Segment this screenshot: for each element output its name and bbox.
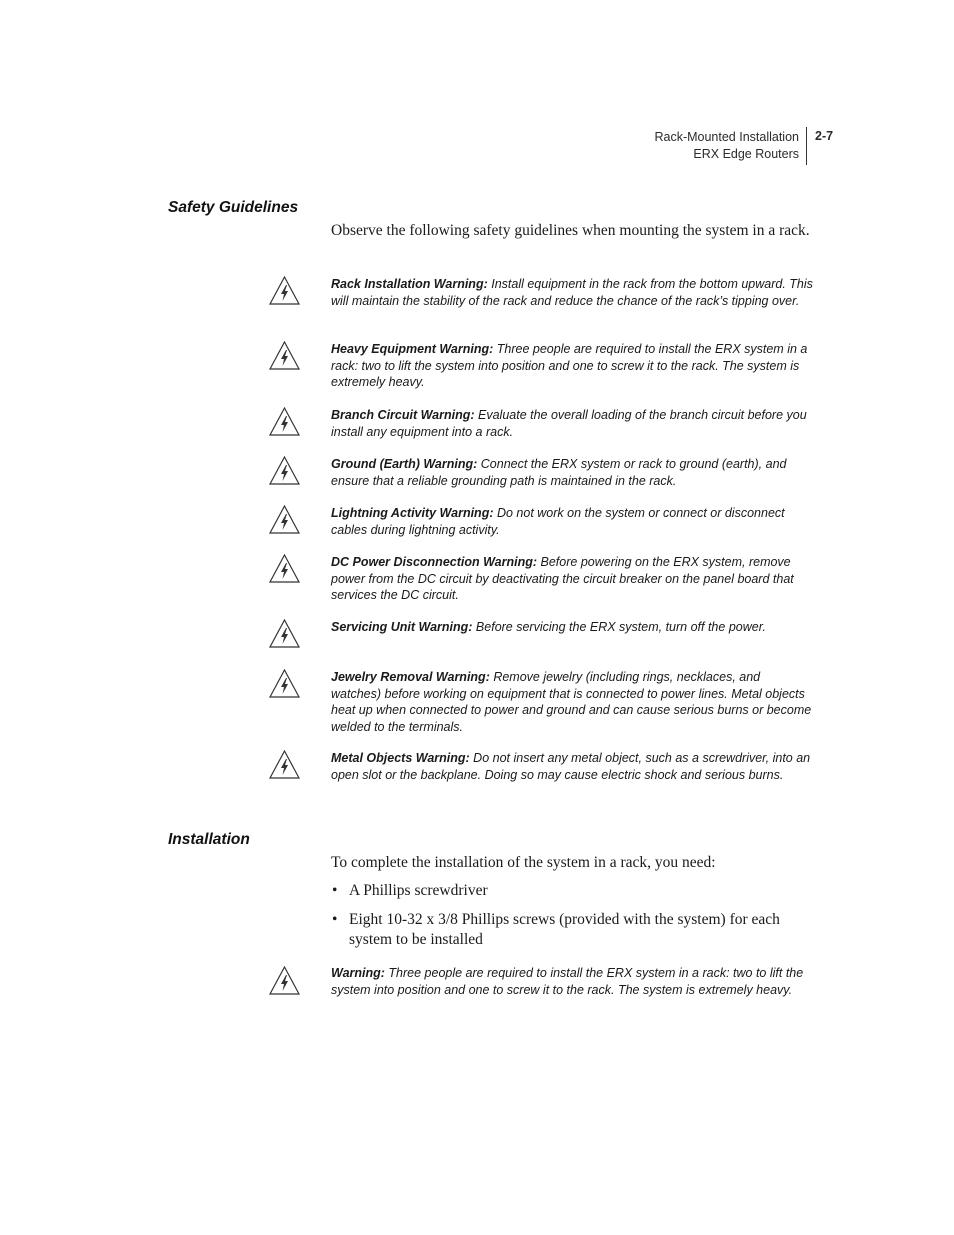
header-chapter: Rack-Mounted Installation [654,130,799,144]
electrical-hazard-warning-icon [269,276,300,305]
warning-label: Jewelry Removal Warning: [331,670,490,684]
warning-rack-installation [331,276,813,309]
page-number: 2-7 [815,129,834,143]
warning-label: Ground (Earth) Warning: [331,457,478,471]
list-item [331,881,811,901]
list-item [331,910,811,950]
warning-label: Lightning Activity Warning: [331,506,494,520]
safety-guidelines-heading: Safety Guidelines [168,199,299,216]
electrical-hazard-warning-icon [269,966,300,995]
header-product: ERX Edge Routers [693,146,799,161]
installation-intro: To complete the installation of the system in a rack, you need: [331,854,716,871]
electrical-hazard-warning-icon [269,407,300,436]
warning-body: Remove jewelry (including rings, necklaces, and watches) before working on equipment that is connected to power lines. Metal objects heat up when connected to power and ground and can cause serious burns or become welded to the terminals. [331,670,812,734]
warning-label: Servicing Unit Warning: [331,620,473,634]
electrical-hazard-warning-icon [269,505,300,534]
warning-body: Before servicing the ERX system, turn off the power. [472,620,766,634]
warning-branch-circuit [331,407,813,440]
warning-label: Metal Objects Warning: [331,751,470,765]
warning-label: Branch Circuit Warning: [331,408,475,422]
warning-body: Install equipment in the rack from the bottom upward. This will maintain the stability of the rack and reduce the chance of the rack’s tipping over. [331,277,813,308]
warning-body: Evaluate the overall loading of the branch circuit before you install any equipment into a rack. [331,408,807,439]
list-item-text: Eight 10-32 x 3/8 Phillips screws (provided with the system) for each system to be installed [349,911,780,948]
electrical-hazard-warning-icon [269,456,300,485]
warning-jewelry-removal [331,669,813,735]
warning-label: Rack Installation Warning: [331,277,488,291]
warning-metal-objects [331,750,813,783]
electrical-hazard-warning-icon [269,750,300,779]
electrical-hazard-warning-icon [269,554,300,583]
warning-ground-earth [331,456,813,489]
bullet-marker: • [332,911,338,928]
warning-servicing-unit [331,619,813,636]
header-divider [806,127,807,165]
warning-body: Connect the ERX system or rack to ground (earth), and ensure that a reliable grounding path is maintained in the rack. [331,457,787,488]
safety-intro: Observe the following safety guidelines when mounting the system in a rack. [331,222,810,239]
warning-installation-heavy [331,965,813,998]
warning-dc-power-disconnection [331,554,813,604]
bullet-marker: • [332,882,338,899]
warning-body: Before powering on the ERX system, remove power from the DC circuit by deactivating the circuit breaker on the panel board that services the DC circuit. [331,555,794,602]
warning-heavy-equipment [331,341,813,391]
warning-body: Three people are required to install the ERX system in a rack: two to lift the system into position and one to screw it to the rack. The system is extremely heavy. [331,342,808,389]
warning-label: Warning: [331,966,385,980]
list-item-text: A Phillips screwdriver [349,882,488,899]
warning-label: DC Power Disconnection Warning: [331,555,538,569]
warning-body: Do not work on the system or connect or disconnect cables during lightning activity. [331,506,785,537]
warning-body: Do not insert any metal object, such as a screwdriver, into an open slot or the backplane. Doing so may cause electric shock and serious burns. [331,751,811,782]
warning-label: Heavy Equipment Warning: [331,342,494,356]
electrical-hazard-warning-icon [269,341,300,370]
warning-lightning-activity [331,505,813,538]
warning-body: Three people are required to install the ERX system in a rack: two to lift the system into position and one to screw it to the rack. The system is extremely heavy. [331,966,804,997]
electrical-hazard-warning-icon [269,619,300,648]
running-header [654,129,799,162]
installation-heading: Installation [168,831,250,848]
electrical-hazard-warning-icon [269,669,300,698]
